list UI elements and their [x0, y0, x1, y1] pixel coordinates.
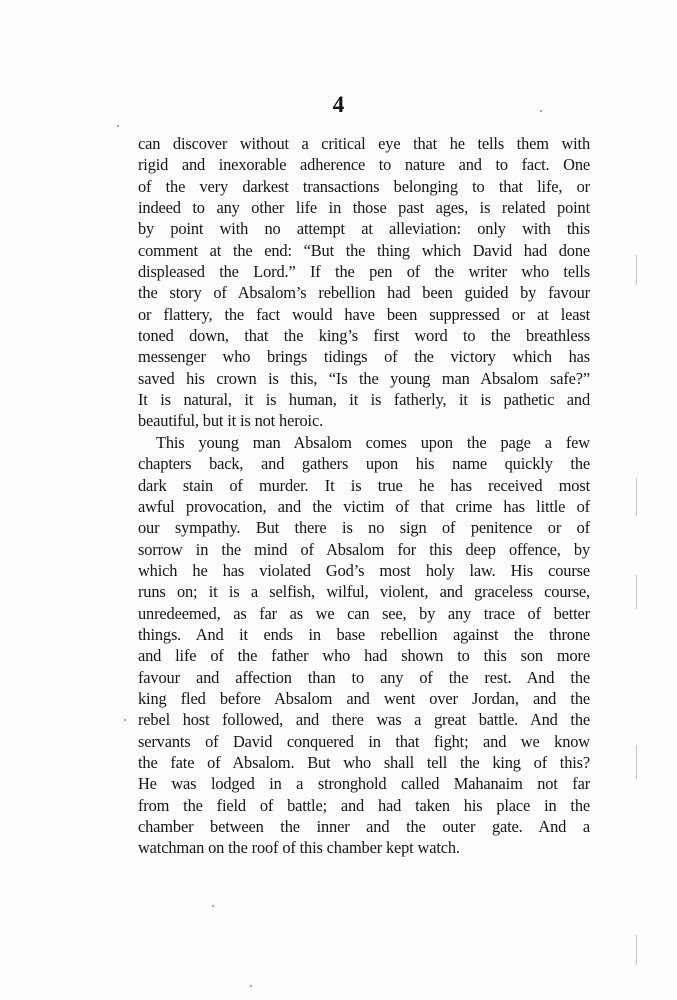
text-line: can discover without a critical eye that he tells them with	[138, 134, 590, 153]
text-line: He was lodged in a stronghold called Mahanaim not far	[138, 774, 590, 794]
text-line: of the very darkest transactions belonging to that life, or	[138, 176, 590, 196]
text-line: or flattery, the fact would have been suppressed or at least	[138, 304, 590, 324]
text-line: rebel host followed, and there was a great battle. And the	[138, 710, 590, 730]
text-line: beautiful, but it is not heroic.	[138, 411, 324, 431]
text-line: the story of Absalom’s rebellion had been guided by favour	[138, 283, 590, 303]
text-line: toned down, that the king’s first word to the breathless	[138, 326, 590, 346]
text-line: awful provocation, and the victim of that crime has little of	[138, 496, 590, 516]
text-line: from the field of battle; and had taken his place in the	[138, 795, 590, 815]
text-line: messenger who brings tidings of the victory which has	[138, 347, 590, 367]
text-line: favour and affection than to any of the rest. And the	[138, 667, 590, 687]
text-line: unredeemed, as far as we can see, by any trace of better	[138, 603, 590, 623]
text-line: by point with no attempt at alleviation: only with this	[138, 219, 590, 239]
text-line: and life of the father who had shown to this son more	[138, 646, 590, 666]
text-line: chapters back, and gathers upon his name quickly the	[138, 454, 590, 474]
text-line: displeased the Lord.” If the pen of the writer who tells	[138, 262, 590, 282]
text-line: comment at the end: “But the thing which David had done	[138, 240, 590, 260]
scan-margin-line	[636, 255, 637, 285]
scan-speck	[540, 110, 542, 112]
text-line: which he has violated God’s most holy law. His course	[138, 560, 590, 580]
text-line: servants of David conquered in that fight; and we know	[138, 731, 590, 751]
scan-margin-line	[636, 935, 637, 965]
scan-speck	[250, 985, 252, 987]
text-line: It is natural, it is human, it is fatherly, it is pathetic and	[138, 390, 590, 410]
text-line: sorrow in the mind of Absalom for this deep offence, by	[138, 539, 590, 559]
text-line: chamber between the inner and the outer gate. And a	[138, 817, 590, 836]
text-line: rigid and inexorable adherence to nature and to fact. One	[138, 155, 590, 175]
scan-margin-line	[636, 478, 637, 516]
scan-speck	[117, 125, 119, 127]
text-line: indeed to any other life in those past ages, is related point	[138, 198, 590, 218]
paragraph	[138, 432, 590, 859]
scan-speck	[124, 719, 126, 721]
scan-speck	[212, 905, 214, 907]
text-line: king fled before Absalom and went over Jordan, and the	[138, 688, 590, 708]
scan-margin-line	[636, 745, 637, 779]
body-text	[138, 133, 590, 859]
text-line: dark stain of murder. It is true he has received most	[138, 475, 590, 495]
scan-margin-line	[636, 575, 637, 609]
page-number: 4	[332, 92, 345, 117]
text-line: our sympathy. But there is no sign of penitence or of	[138, 518, 590, 538]
text-line: runs on; it is a selfish, wilful, violent, and graceless course,	[138, 582, 590, 602]
text-line: things. And it ends in base rebellion against the throne	[138, 624, 590, 644]
paragraph	[138, 133, 590, 432]
text-line: saved his crown is this, “Is the young man Absalom safe?”	[138, 368, 590, 388]
text-line: watchman on the roof of this chamber kept watch.	[138, 838, 460, 858]
text-line: the fate of Absalom. But who shall tell the king of this?	[138, 752, 590, 772]
text-line: This young man Absalom comes upon the page a few	[156, 432, 590, 452]
